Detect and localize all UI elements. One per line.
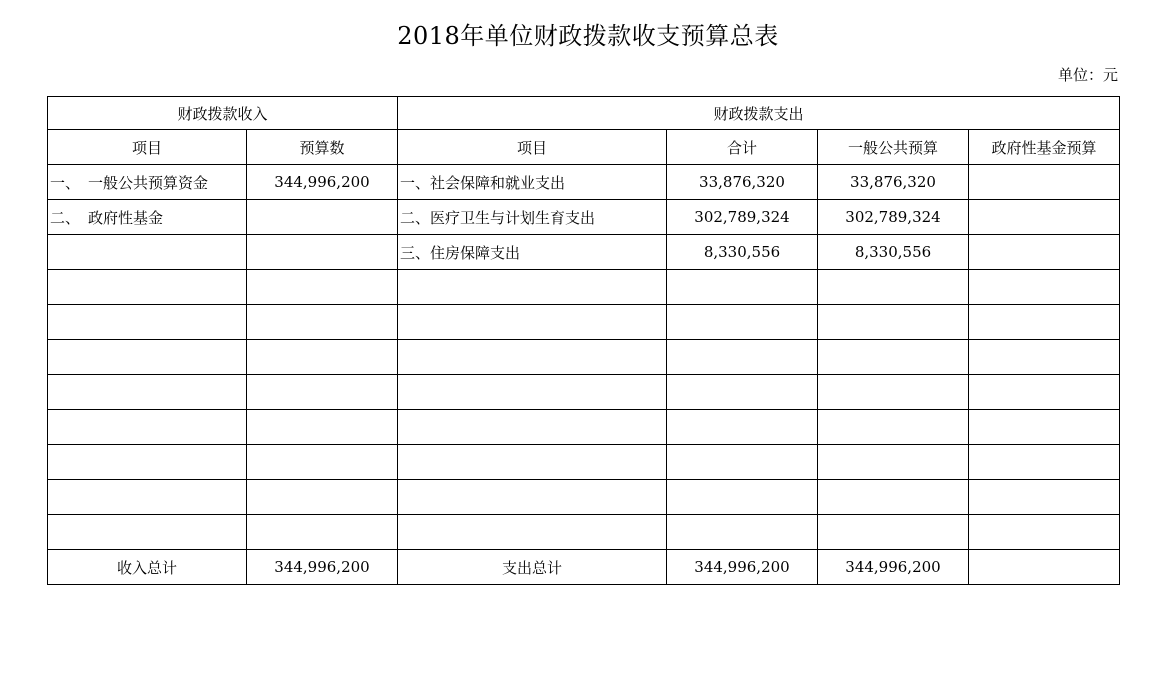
income-total-label: 收入总计: [48, 550, 247, 585]
income-amount-header: 预算数: [247, 130, 398, 165]
income-amount-cell: [247, 515, 398, 550]
expense-total-header: 合计: [667, 130, 818, 165]
income-amount-cell: [247, 480, 398, 515]
income-amount-cell: [247, 235, 398, 270]
page-title: 2018年单位财政拨款收支预算总表: [397, 22, 779, 50]
income-amount-cell: [247, 305, 398, 340]
expense-total-cell: [667, 480, 818, 515]
income-item-number: 一、: [50, 173, 81, 192]
income-item-cell: [48, 305, 247, 340]
expense-total-cell: [667, 305, 818, 340]
expense-item-cell: 二、医疗卫生与计划生育支出: [398, 200, 667, 235]
general-budget-header: 一般公共预算: [818, 130, 969, 165]
gov-fund-cell: [969, 305, 1120, 340]
expense-item-cell: [398, 340, 667, 375]
table-row: [48, 480, 1120, 515]
income-amount-cell: [247, 410, 398, 445]
table-row: [48, 445, 1120, 480]
general-budget-cell: [818, 375, 969, 410]
expense-item-cell: 三、住房保障支出: [398, 235, 667, 270]
income-item-cell: [48, 375, 247, 410]
table-row: [48, 340, 1120, 375]
table-row: [48, 200, 1120, 235]
unit-label: 单位：元: [1057, 66, 1118, 84]
expense-total-cell: [667, 445, 818, 480]
income-amount-cell: [247, 445, 398, 480]
expense-total-label: 支出总计: [398, 550, 667, 585]
table-row: [48, 410, 1120, 445]
gov-fund-cell: [969, 270, 1120, 305]
expense-item-header: 项目: [398, 130, 667, 165]
income-amount-cell: [247, 270, 398, 305]
income-amount-cell: 344,996,200: [247, 165, 398, 200]
expense-item-cell: [398, 480, 667, 515]
expense-item-cell: [398, 270, 667, 305]
total-row: [48, 550, 1120, 585]
expense-item-cell: [398, 515, 667, 550]
expense-total-cell: [667, 375, 818, 410]
table-row: [48, 165, 1120, 200]
expense-item-cell: [398, 375, 667, 410]
expense-total-cell: 33,876,320: [667, 165, 818, 200]
income-item-cell: [48, 515, 247, 550]
income-item-cell: [48, 480, 247, 515]
general-budget-cell: 302,789,324: [818, 200, 969, 235]
gov-fund-cell: [969, 410, 1120, 445]
income-item-number: 二、: [50, 208, 81, 227]
income-group-header: 财政拨款收入: [48, 97, 398, 130]
general-budget-cell: [818, 410, 969, 445]
header-group-row: [48, 97, 1120, 130]
expense-item-cell: [398, 410, 667, 445]
income-item-cell: [48, 340, 247, 375]
expense-group-header: 财政拨款支出: [398, 97, 1120, 130]
expense-item-cell: 一、社会保障和就业支出: [398, 165, 667, 200]
gov-fund-cell: [969, 340, 1120, 375]
general-budget-cell: [818, 515, 969, 550]
income-item-cell: [48, 235, 247, 270]
income-item-cell: [48, 270, 247, 305]
gov-fund-cell: [969, 515, 1120, 550]
table-row: [48, 305, 1120, 340]
general-budget-cell: 8,330,556: [818, 235, 969, 270]
income-item-cell: [48, 410, 247, 445]
general-budget-cell: [818, 445, 969, 480]
table-row: [48, 515, 1120, 550]
income-amount-cell: [247, 200, 398, 235]
expense-total-cell: [667, 270, 818, 305]
expense-total-cell: [667, 515, 818, 550]
gov-fund-budget-header: 政府性基金预算: [969, 130, 1120, 165]
expense-total-sum: 344,996,200: [667, 550, 818, 585]
gov-fund-cell: [969, 445, 1120, 480]
budget-table: [47, 96, 1120, 585]
table-row: [48, 375, 1120, 410]
gov-fund-cell: [969, 200, 1120, 235]
income-amount-cell: [247, 375, 398, 410]
expense-total-cell: [667, 340, 818, 375]
gov-fund-cell: [969, 375, 1120, 410]
gov-fund-cell: [969, 480, 1120, 515]
income-item-cell: [48, 200, 247, 235]
income-item-label: 一般公共预算资金: [88, 173, 209, 192]
gov-fund-cell: [969, 165, 1120, 200]
expense-item-cell: [398, 305, 667, 340]
gov-fund-cell: [969, 235, 1120, 270]
income-item-header: 项目: [48, 130, 247, 165]
table-row: [48, 270, 1120, 305]
general-budget-cell: [818, 480, 969, 515]
header-row: [48, 130, 1120, 165]
table-row: [48, 235, 1120, 270]
expense-total-cell: 302,789,324: [667, 200, 818, 235]
income-total-amount: 344,996,200: [247, 550, 398, 585]
general-budget-cell: [818, 340, 969, 375]
expense-total-cell: 8,330,556: [667, 235, 818, 270]
expense-item-cell: [398, 445, 667, 480]
income-item-cell: [48, 165, 247, 200]
general-budget-cell: 33,876,320: [818, 165, 969, 200]
expense-total-general: 344,996,200: [818, 550, 969, 585]
expense-total-cell: [667, 410, 818, 445]
general-budget-cell: [818, 305, 969, 340]
income-item-label: 政府性基金: [88, 208, 164, 227]
income-amount-cell: [247, 340, 398, 375]
expense-total-fund: [969, 550, 1120, 585]
general-budget-cell: [818, 270, 969, 305]
income-item-cell: [48, 445, 247, 480]
